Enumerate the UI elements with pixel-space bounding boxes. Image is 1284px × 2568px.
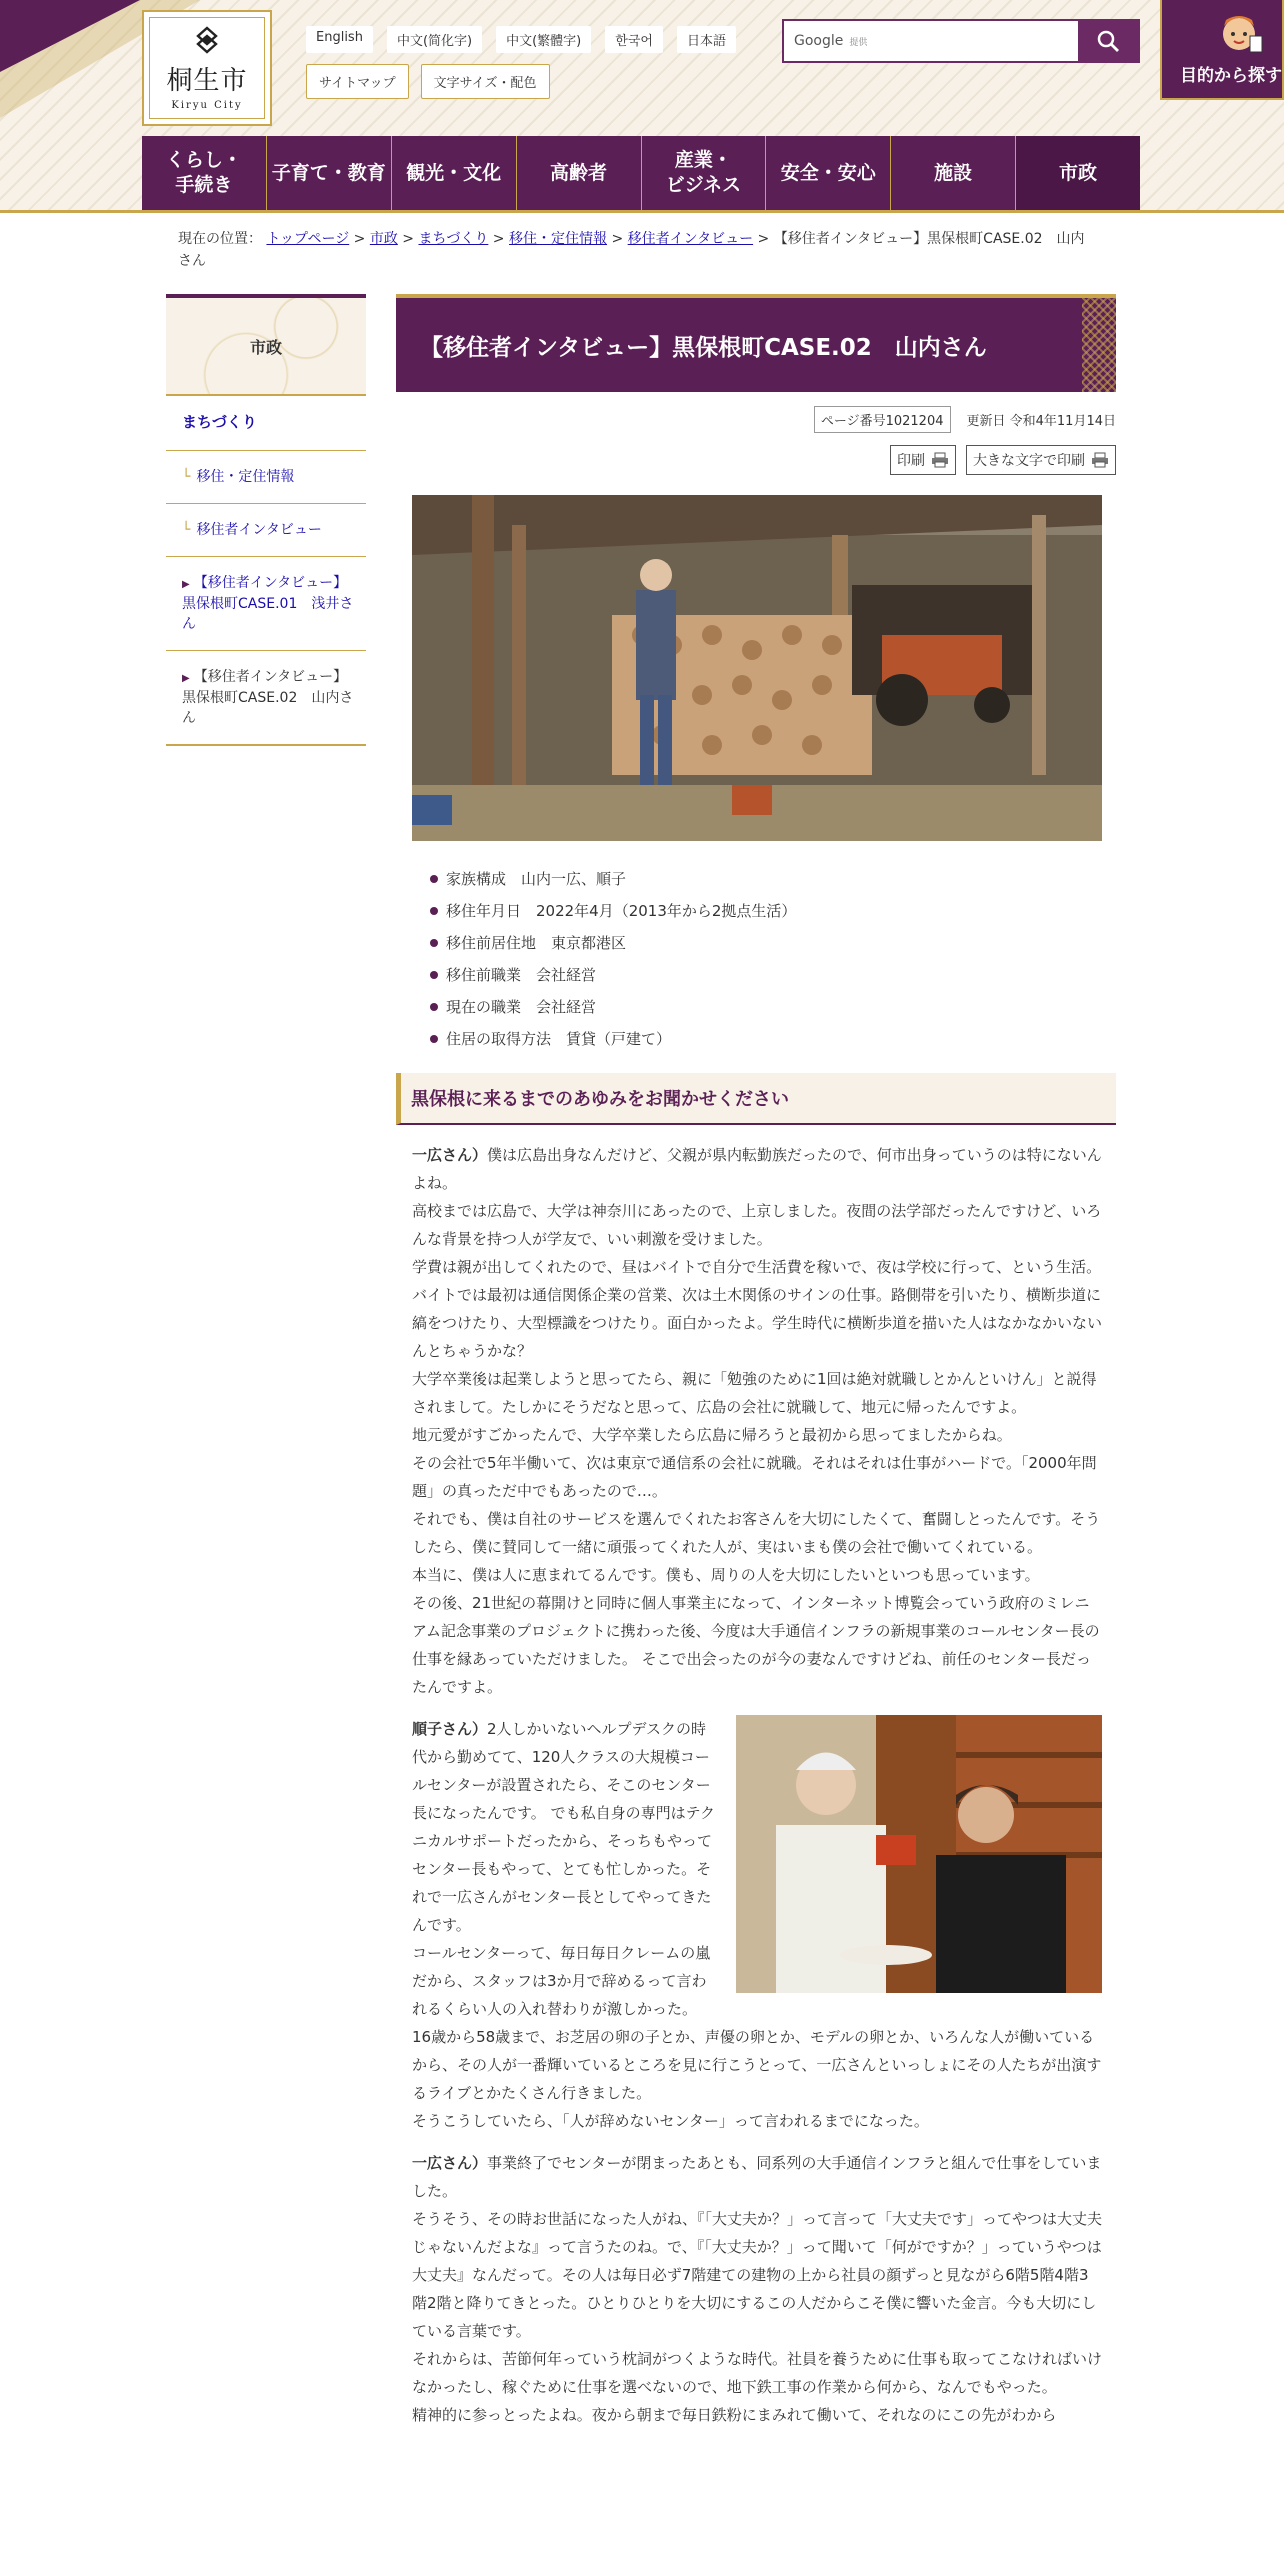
- printer-icon: [931, 452, 949, 468]
- lang-japanese[interactable]: 日本語: [677, 26, 736, 53]
- gnav-childcare[interactable]: 子育て・教育: [267, 136, 392, 210]
- paragraph: 高校までは広島で、大学は神奈川にあったので、上京しました。夜間の法学部だったんですけど、いろんな背景を持つ人が学友で、いい刺激を受けました。: [412, 1202, 1102, 1248]
- title-decoration: [1082, 298, 1116, 392]
- paragraph-text: 2人しかいないヘルプデスクの時代から勤めてて、120人クラスの大規模コールセンターが設置されたら、そこのセンター長になったんです。 でも私自身の専門はテクニカルサポートだったから、そっちもやってセンター長もやって、とても忙しかった。それで一広さんがセンター長としてやってきたんです。: [412, 1720, 715, 1934]
- interview-photo-woodpile: [412, 495, 1102, 841]
- sidebar-heading: 市政: [166, 294, 366, 394]
- paragraph-text: 僕は広島出身なんだけど、父親が県内転勤族だったので、何市出身っていうのは特にないんよね。: [412, 1146, 1102, 1192]
- print-large-button[interactable]: [966, 445, 1116, 475]
- logo-roman: Kiryu City: [171, 99, 243, 111]
- corner-marker-icon: └: [182, 468, 191, 485]
- sidebar-item-label[interactable]: まちづくり: [182, 413, 257, 431]
- article-meta: [396, 406, 1116, 433]
- city-emblem-icon: [190, 26, 224, 56]
- paragraph: バイトでは最初は通信関係企業の営業、次は土木関係のサインの仕事。路側帯を引いたり、横断歩道に縞をつけたり、大型標識をつけたり。面白かったよ。学生時代に横断歩道を描いた人はなかなかいないんとちゃうかな？: [412, 1286, 1103, 1360]
- print-button[interactable]: [890, 445, 956, 475]
- page-title: 【移住者インタビュー】黒保根町CASE.02 山内さん: [420, 334, 987, 361]
- list-item: 移住前職業 会社経営: [430, 959, 1116, 991]
- search-brand: Google: [794, 33, 844, 49]
- gnav-elderly[interactable]: 高齢者: [517, 136, 642, 210]
- sidebar-item-interviews[interactable]: [166, 504, 366, 557]
- speaker-label: 順子さん）: [412, 1720, 488, 1738]
- logo-kanji: 桐生市: [166, 65, 248, 96]
- font-color-button[interactable]: 文字サイズ・配色: [421, 64, 550, 99]
- list-item: 移住前居住地 東京都港区: [430, 927, 1116, 959]
- paragraph-text: 事業終了でセンターが閉まったあとも、同系列の大手通信インフラと組んで仕事をしていました。: [412, 2154, 1102, 2200]
- profile-list: [430, 863, 1116, 1055]
- paragraph: 学費は親が出してくれたので、昼はバイトで自分で生活費を稼いで、夜は学校に行って、という生活。: [412, 1258, 1102, 1276]
- print-label: 印刷: [897, 453, 925, 469]
- breadcrumb: 現在の位置： トップページ > 市政 > まちづくり > 移住・定住情報 > 移住者インタビュー > 【移住者インタビュー】黒保根町CASE.02 山内さん: [178, 231, 1085, 270]
- breadcrumb-migration[interactable]: 移住・定住情報: [509, 231, 607, 247]
- speaker-label: 一広さん）: [412, 2154, 488, 2172]
- list-item: 現在の職業 会社経営: [430, 991, 1116, 1023]
- sidebar-item-label[interactable]: 【移住者インタビュー】黒保根町CASE.01 浅井さん: [182, 575, 354, 632]
- site-header: [0, 0, 1284, 210]
- sidebar-item-migration[interactable]: [166, 451, 366, 504]
- paragraph: そうそう、その時お世話になった人がね、『「大丈夫か？」って言って「大丈夫です」ってやつは大丈夫じゃないんだよな』って言うたのね。で、『「大丈夫か？」って聞いて「何がですか？」っていうやつは大丈夫』なんだって。その人は毎日必ず7階建ての建物の上から社員の顔ずっと見ながら6階5階4階3階2階と降りてきとった。ひとりひとりを大切にするこの人だからこそ僕に響いた金言。今も大切にしている言葉です。: [412, 2210, 1103, 2340]
- gnav-living[interactable]: くらし・ 手続き: [142, 136, 267, 210]
- paragraph: [412, 2149, 1102, 2205]
- paragraph: それでも、僕は自社のサービスを選んでくれたお客さんを大切にしたくて、奮闘しとったんです。そうしたら、僕に賛同して一緒に頑張ってくれた人が、実はいまも僕の会社で働いてくれている。: [412, 1510, 1101, 1556]
- breadcrumb-prefix: 現在の位置：: [178, 231, 262, 247]
- breadcrumb-current: 【移住者インタビュー】黒保根町CASE.02 山内さん: [178, 231, 1085, 270]
- search-icon: [1096, 29, 1120, 53]
- sidebar-item-label[interactable]: 移住・定住情報: [196, 468, 295, 485]
- print-actions: [396, 445, 1116, 475]
- purpose-label: 目的から探す: [1180, 66, 1282, 86]
- triangle-icon: ▶: [182, 673, 190, 685]
- updated-date: 更新日 令和4年11月14日: [966, 414, 1116, 429]
- search-input[interactable]: [784, 21, 1078, 61]
- main-content: [396, 294, 1116, 2429]
- sidebar-item-case02: [166, 651, 366, 746]
- article-body: [412, 1141, 1102, 2429]
- paragraph: [412, 1141, 1102, 1197]
- gnav-business[interactable]: 産業・ ビジネス: [642, 136, 767, 210]
- site-logo[interactable]: [142, 10, 272, 126]
- language-links: [306, 26, 736, 53]
- sitemap-button[interactable]: サイトマップ: [306, 64, 409, 99]
- breadcrumb-town-planning[interactable]: まちづくり: [418, 231, 489, 247]
- sidebar-item-case01[interactable]: [166, 557, 366, 651]
- article-title-box: [396, 294, 1116, 392]
- breadcrumb-government[interactable]: 市政: [369, 231, 398, 247]
- paragraph: 大学卒業後は起業しようと思ってたら、親に「勉強のために1回は絶対就職しとかんといけん」と説得されまして。たしかにそうだなと思って、広島の会社に就職して、地元に帰ったんですよ。: [412, 1370, 1097, 1416]
- gnav-tourism[interactable]: 観光・文化: [392, 136, 517, 210]
- purpose-search-button[interactable]: [1160, 0, 1284, 100]
- paragraph: コールセンターって、毎日毎日クレームの嵐だから、スタッフは3か月で辞めるって言われるくらい人の入れ替わりが激しかった。: [412, 1944, 711, 2018]
- global-nav: [142, 136, 1140, 210]
- print-large-label: 大きな文字で印刷: [973, 453, 1085, 469]
- paragraph: 本当に、僕は人に恵まれてるんです。僕も、周りの人を大切にしたいといつも思っています。: [412, 1566, 1040, 1584]
- paragraph: そうこうしていたら、「人が辞めないセンター」って言われるまでになった。: [412, 2112, 929, 2130]
- printer-icon: [1091, 452, 1109, 468]
- triangle-icon: ▶: [182, 579, 190, 591]
- page-number: ページ番号1021204: [814, 406, 951, 433]
- paragraph: 地元愛がすごかったんで、大学卒業したら広島に帰ろうと最初から思ってましたからね。: [412, 1426, 1012, 1444]
- gnav-facilities[interactable]: 施設: [891, 136, 1016, 210]
- list-item: 住居の取得方法 賃貸（戸建て）: [430, 1023, 1116, 1055]
- corner-decoration: [0, 0, 140, 72]
- search-provided: 提供: [849, 37, 868, 48]
- search-button[interactable]: [1078, 21, 1138, 61]
- list-item: 移住年月日 2022年4月（2013年から2拠点生活）: [430, 895, 1116, 927]
- lang-chinese-simplified[interactable]: 中文(简化字): [387, 26, 482, 53]
- utility-links: [306, 64, 550, 99]
- sidebar: [166, 294, 366, 746]
- header-divider: [0, 210, 1284, 213]
- mascot-icon: [1212, 8, 1266, 58]
- lang-english[interactable]: English: [306, 26, 373, 53]
- paragraph: 16歳から58歳まで、お芝居の卵の子とか、声優の卵とか、モデルの卵とか、いろんな人が働いているから、その人が一番輝いているところを見に行こうとって、一広さんといっしょにその人たちが出演するライブとかたくさん行きました。: [412, 2028, 1102, 2102]
- breadcrumb-interview[interactable]: 移住者インタビュー: [627, 231, 754, 247]
- breadcrumb-top[interactable]: トップページ: [266, 231, 350, 247]
- gnav-safety[interactable]: 安全・安心: [766, 136, 891, 210]
- gnav-government[interactable]: 市政: [1016, 136, 1140, 210]
- site-search: [782, 19, 1140, 63]
- list-item: 家族構成 山内一広、順子: [430, 863, 1116, 895]
- paragraph: それからは、苦節何年っていう枕詞がつくような時代。社員を養うために仕事も取ってこなければいけなかったし、稼ぐために仕事を選べないので、地下鉄工事の作業から何から、なんでもやった。: [412, 2350, 1103, 2396]
- sidebar-item-label: 【移住者インタビュー】黒保根町CASE.02 山内さん: [182, 669, 354, 726]
- sidebar-item-label[interactable]: 移住者インタビュー: [196, 522, 322, 539]
- paragraph: その後、21世紀の幕開けと同時に個人事業主になって、インターネット博覧会っていう政府のミレニアム記念事業のプロジェクトに携わった後、今度は大手通信インフラの新規事業のコールセンター長の仕事を縁あっていただけました。 そこで出会ったのが今の妻なんですけどね、前任のセンター長だったんですよ。: [412, 1594, 1100, 1696]
- paragraph: 精神的に参っとったよね。夜から朝まで毎日鉄粉にまみれて働いて、それなのにこの先がわから: [412, 2406, 1057, 2424]
- section-heading: 黒保根に来るまでのあゆみをお聞かせください: [396, 1073, 1116, 1125]
- speaker-label: 一広さん）: [412, 1146, 488, 1164]
- paragraph: その会社で5年半働いて、次は東京で通信系の会社に就職。それはそれは仕事がハードで。「2000年問題」の真っただ中でもあったので…。: [412, 1454, 1097, 1500]
- interview-photo-couple: [736, 1715, 1102, 1993]
- lang-korean[interactable]: 한국어: [605, 26, 663, 53]
- corner-marker-icon: └: [182, 522, 191, 539]
- lang-chinese-traditional[interactable]: 中文(繁體字): [496, 26, 591, 53]
- sidebar-item-town-planning[interactable]: [166, 396, 366, 451]
